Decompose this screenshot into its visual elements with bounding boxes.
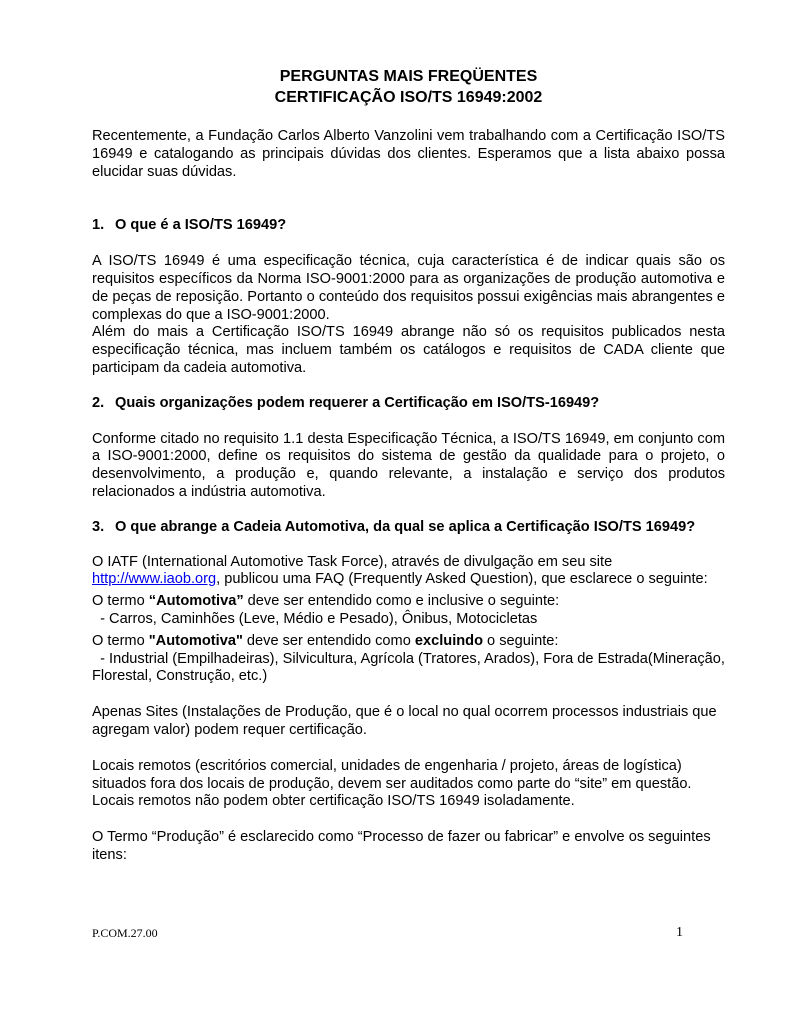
q3-exclusive-term: "Automotiva": [148, 632, 243, 649]
q3-inclusive-paragraph: [92, 593, 725, 611]
q3-inclusive-term: “Automotiva”: [148, 593, 244, 610]
q3-sites-paragraph: Apenas Sites (Instalações de Produção, que é o local no qual ocorrem processos industriais que agregam valor) podem requer certificação.: [92, 704, 717, 738]
q3-exclusive-middle: deve ser entendido como: [242, 632, 415, 649]
footer-page-number: 1: [676, 925, 683, 940]
q3-remote-paragraph-2: Locais remotos não podem obter certificação ISO/TS 16949 isoladamente.: [92, 793, 575, 810]
question-1-title: O que é a ISO/TS 16949?: [115, 217, 287, 234]
question-2-number: 2.: [92, 394, 105, 411]
question-3-number: 3.: [92, 518, 105, 535]
question-1-heading: [92, 217, 725, 235]
q3-exclusive-prefix: O termo: [92, 632, 149, 649]
q3-exclusive-bold: excluindo: [414, 632, 483, 649]
question-3-heading: [92, 519, 725, 537]
q3-inclusive-suffix: deve ser entendido como e inclusive o seguinte:: [243, 593, 560, 610]
q3-producao-paragraph: O Termo “Produção” é esclarecido como “Processo de fazer ou fabricar” e envolve os seguintes itens:: [92, 829, 711, 863]
question-2-title: Quais organizações podem requerer a Certificação em ISO/TS-16949?: [115, 394, 600, 411]
q3-iatf-text-before: O IATF (International Automotive Task Force), através de divulgação em seu site: [92, 553, 613, 570]
question-2-heading: [92, 395, 725, 413]
title-line-2: CERTIFICAÇÃO ISO/TS 16949:2002: [274, 89, 543, 106]
title-line-1: PERGUNTAS MAIS FREQÜENTES: [279, 68, 538, 85]
question-3-title: O que abrange a Cadeia Automotiva, da qual se aplica a Certificação ISO/TS 16949?: [115, 518, 696, 535]
q3-remote-paragraph-1: Locais remotos (escritórios comercial, unidades de engenharia / projeto, áreas de logística) situados fora dos locais de produção, devem ser auditados como parte do “site” em questão.: [92, 757, 692, 792]
q3-iatf-text-after: , publicou uma FAQ (Frequently Asked Question), que esclarece o seguinte:: [216, 571, 708, 588]
q3-exclusive-suffix: o seguinte:: [483, 632, 559, 649]
intro-paragraph: Recentemente, a Fundação Carlos Alberto Vanzolini vem trabalhando com a Certificação ISO/TS 16949 e catalogando as principais dúvidas dos clientes. Esperamos que a lista abaixo possa elucidar suas dúvidas.: [92, 128, 725, 180]
footer-document-code: P.COM.27.00: [92, 926, 158, 940]
q1-paragraph-1: A ISO/TS 16949 é uma especificação técnica, cuja característica é de indicar quais são os requisitos específicos da Norma ISO-9001:2000 para as organizações de produção automotiva e de peças de reposição. Portanto o conteúdo dos requisitos possui exigências mais abrangentes e complexas do que a ISO-9001:2000.: [92, 253, 725, 323]
q2-paragraph-1: Conforme citado no requisito 1.1 desta Especificação Técnica, a ISO/TS 16949, em conjunto com a ISO-9001:2000, define os requisitos do sistema de gestão da qualidade para o projeto, o desenvolvimento, a produção e, quando relevante, a instalação e serviço dos produtos relacionados a indústria automotiva.: [92, 430, 725, 500]
q3-inclusive-prefix: O termo: [92, 593, 149, 610]
iaob-link[interactable]: http://www.iaob.org: [92, 571, 217, 588]
q3-exclusive-list-item: - Industrial (Empilhadeiras), Silvicultura, Agrícola (Tratores, Arados), Fora de Estrada(Mineração, Florestal, Construção, etc.): [92, 650, 729, 685]
q1-paragraph-2: Além do mais a Certificação ISO/TS 16949 abrange não só os requisitos publicados nesta especificação técnica, mas incluem também os catálogos e requisitos de CADA cliente que participam da cadeia automotiva.: [92, 324, 725, 376]
q3-inclusive-list-item: - Carros, Caminhões (Leve, Médio e Pesado), Ônibus, Motocicletas: [92, 610, 538, 627]
q3-iatf-paragraph: [92, 554, 725, 590]
document-page: [92, 66, 729, 865]
q3-exclusive-paragraph: [92, 633, 725, 651]
question-1-number: 1.: [92, 217, 105, 234]
